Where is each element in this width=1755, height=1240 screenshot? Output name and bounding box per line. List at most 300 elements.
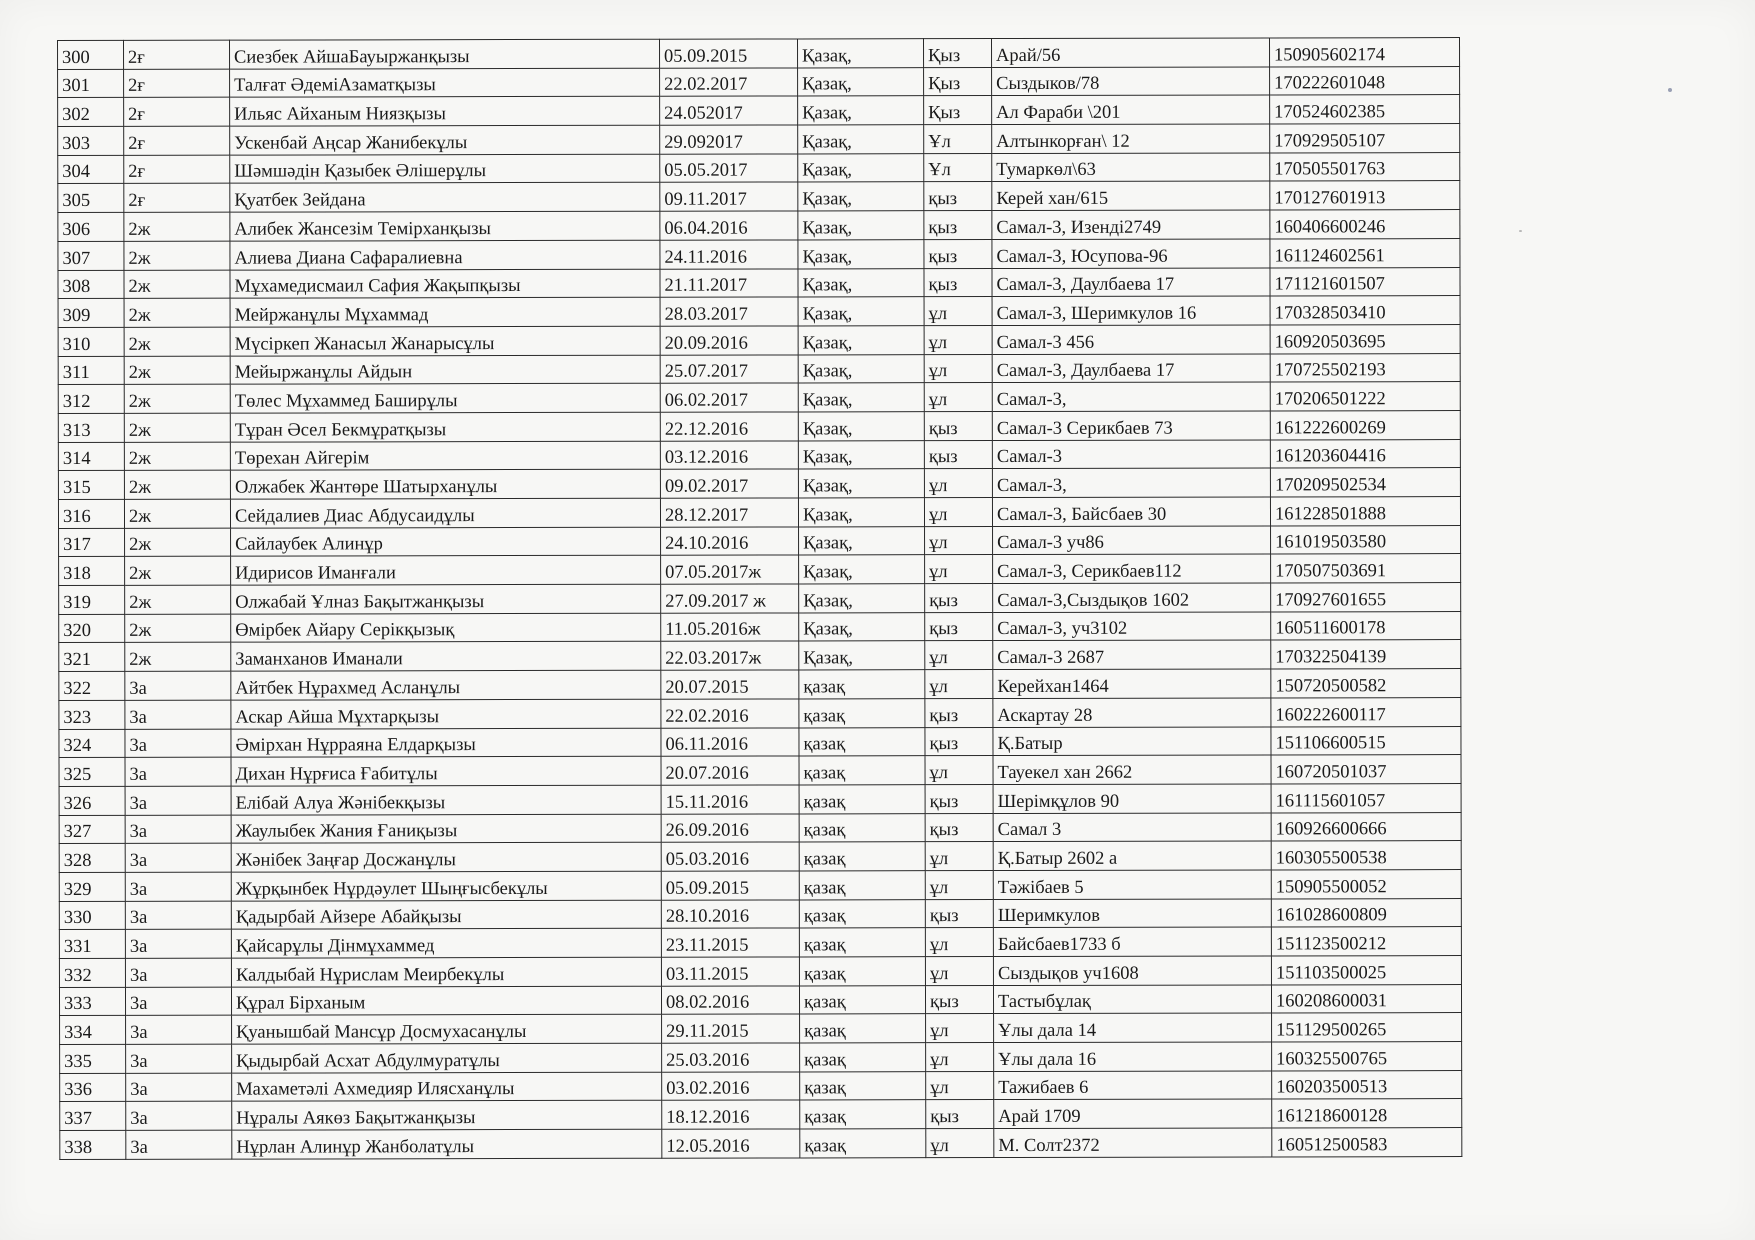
student-name-cell: Сиезбек АйшаБауыржанқызы — [230, 39, 660, 69]
nationality-cell: Қазақ, — [799, 584, 925, 613]
row-number-cell: 323 — [59, 700, 125, 729]
address-cell: Самал-3 уч86 — [993, 526, 1271, 555]
sex-cell: қыз — [925, 813, 993, 842]
address-cell: Самал-3 Серикбаев 73 — [992, 411, 1270, 440]
nationality-cell: қазақ — [799, 985, 925, 1014]
sex-cell: ұл — [926, 1014, 994, 1043]
table-row — [58, 353, 1460, 385]
sex-cell: ұл — [925, 928, 993, 957]
sex-cell: Ұл — [924, 125, 992, 154]
student-name-cell: Сайлаубек Алинұр — [231, 527, 661, 557]
student-name-cell: Елібай Алуа Жәнібекқызы — [231, 785, 661, 815]
sex-cell: қыз — [926, 1100, 994, 1129]
row-number-cell: 325 — [59, 758, 125, 787]
birth-date-cell: 21.11.2017 — [660, 268, 798, 297]
address-cell: Самал-3, уч3102 — [993, 612, 1271, 641]
student-name-cell: Сейдалиев Диас Абдусаидұлы — [230, 498, 660, 528]
class-cell: 2ғ — [124, 40, 230, 69]
sex-cell: қыз — [925, 727, 993, 756]
student-name-cell: Төрехан Айгерім — [230, 441, 660, 471]
birth-date-cell: 18.12.2016 — [662, 1100, 800, 1129]
row-number-cell: 306 — [58, 212, 124, 241]
row-number-cell: 314 — [58, 442, 124, 471]
student-name-cell: Қадырбай Айзере Абайқызы — [231, 900, 661, 930]
row-number-cell: 316 — [58, 499, 124, 528]
student-name-cell: Ускенбай Аңсар Жанибекұлы — [230, 125, 660, 155]
nationality-cell: Қазақ, — [798, 326, 924, 355]
nationality-cell: қазақ — [800, 1014, 926, 1043]
student-name-cell: Калдыбай Нұрислам Меирбекұлы — [231, 957, 661, 987]
sex-cell: Қыз — [923, 39, 991, 68]
nationality-cell: қазақ — [799, 813, 925, 842]
iin-cell: 160926600666 — [1271, 812, 1461, 841]
birth-date-cell: 15.11.2016 — [661, 785, 799, 814]
student-name-cell: Ильяс Айханым Ниязқызы — [230, 97, 660, 127]
iin-cell: 160920503695 — [1270, 324, 1460, 353]
birth-date-cell: 06.04.2016 — [660, 211, 798, 240]
table-row — [59, 984, 1461, 1016]
birth-date-cell: 27.09.2017 ж — [661, 584, 799, 613]
nationality-cell: қазақ — [799, 670, 925, 699]
nationality-cell: Қазақ, — [798, 125, 924, 154]
birth-date-cell: 07.05.2017ж — [661, 555, 799, 584]
nationality-cell: қазақ — [799, 785, 925, 814]
iin-cell: 161028600809 — [1271, 898, 1461, 927]
row-number-cell: 329 — [59, 872, 125, 901]
iin-cell: 161115601057 — [1271, 783, 1461, 812]
iin-cell: 170206501222 — [1270, 382, 1460, 411]
nationality-cell: қазақ — [799, 842, 925, 871]
sex-cell: ұл — [925, 670, 993, 699]
nationality-cell: Қазақ, — [798, 412, 924, 441]
address-cell: Самал-3, Юсупова-96 — [992, 239, 1270, 268]
table-row — [59, 583, 1461, 615]
nationality-cell: қазақ — [799, 727, 925, 756]
row-number-cell: 315 — [58, 471, 124, 500]
sex-cell: ұл — [925, 641, 993, 670]
address-cell: Шерімқұлов 90 — [993, 784, 1271, 813]
sex-cell: ұл — [925, 957, 993, 986]
address-cell: Шеримкулов — [993, 899, 1271, 928]
table-row — [58, 152, 1460, 184]
class-cell: 2ғ — [124, 155, 230, 184]
table-row — [59, 554, 1461, 586]
table-row — [59, 726, 1461, 758]
class-cell: 2ғ — [124, 98, 230, 127]
address-cell: Ұлы дала 16 — [994, 1042, 1272, 1071]
row-number-cell: 302 — [58, 98, 124, 127]
table-row — [60, 1013, 1462, 1045]
row-number-cell: 305 — [58, 184, 124, 213]
iin-cell: 160325500765 — [1272, 1042, 1462, 1071]
table-row — [59, 927, 1461, 959]
table-row — [59, 841, 1461, 873]
class-cell: 3а — [125, 901, 231, 930]
nationality-cell: қазақ — [799, 957, 925, 986]
student-name-cell: Мүсіркеп Жанасыл Жанарысұлы — [230, 326, 660, 356]
birth-date-cell: 08.02.2016 — [661, 986, 799, 1015]
birth-date-cell: 05.09.2015 — [661, 871, 799, 900]
table-row — [59, 755, 1461, 787]
birth-date-cell: 03.02.2016 — [662, 1072, 800, 1101]
sex-cell: қыз — [924, 211, 992, 240]
class-cell: 2ж — [124, 356, 230, 385]
student-name-cell: Тұран Әсел Бекмұратқызы — [230, 412, 660, 442]
birth-date-cell: 05.09.2015 — [659, 39, 797, 68]
birth-date-cell: 24.10.2016 — [661, 527, 799, 556]
row-number-cell: 310 — [58, 327, 124, 356]
address-cell: Байсбаев1733 б — [993, 927, 1271, 956]
iin-cell: 170322504139 — [1271, 640, 1461, 669]
iin-cell: 170524602385 — [1270, 95, 1460, 124]
birth-date-cell: 03.11.2015 — [661, 957, 799, 986]
iin-cell: 160208600031 — [1271, 984, 1461, 1013]
table-row — [59, 525, 1461, 557]
nationality-cell: Қазақ, — [798, 211, 924, 240]
class-cell: 3а — [126, 1073, 232, 1102]
birth-date-cell: 20.09.2016 — [660, 326, 798, 355]
iin-cell: 170929505107 — [1270, 124, 1460, 153]
birth-date-cell: 29.092017 — [660, 125, 798, 154]
row-number-cell: 326 — [59, 786, 125, 815]
birth-date-cell: 23.11.2015 — [661, 928, 799, 957]
class-cell: 2ж — [125, 585, 231, 614]
class-cell: 2ғ — [124, 69, 230, 98]
sex-cell: қыз — [925, 985, 993, 1014]
student-name-cell: Мейыржанұлы Айдын — [230, 355, 660, 385]
address-cell: Қ.Батыр 2602 а — [993, 841, 1271, 870]
iin-cell: 160720501037 — [1271, 755, 1461, 784]
birth-date-cell: 28.03.2017 — [660, 297, 798, 326]
nationality-cell: Қазақ, — [797, 39, 923, 68]
table-row — [60, 1099, 1462, 1131]
row-number-cell: 307 — [58, 241, 124, 270]
class-cell: 2ж — [125, 528, 231, 557]
nationality-cell: Қазақ, — [798, 182, 924, 211]
class-cell: 3а — [125, 815, 231, 844]
student-register-table — [57, 37, 1462, 1160]
iin-cell: 171121601507 — [1270, 267, 1460, 296]
address-cell: Самал-3, — [992, 382, 1270, 411]
class-cell: 2ж — [124, 442, 230, 471]
birth-date-cell: 29.11.2015 — [662, 1014, 800, 1043]
student-name-cell: Қыдырбай Асхат Абдулмуратұлы — [232, 1043, 662, 1073]
class-cell: 3а — [125, 987, 231, 1016]
class-cell: 2ж — [124, 212, 230, 241]
sex-cell: Ұл — [924, 153, 992, 182]
table-row — [58, 296, 1460, 328]
sex-cell: қыз — [925, 784, 993, 813]
class-cell: 2ж — [124, 384, 230, 413]
row-number-cell: 308 — [58, 270, 124, 299]
class-cell: 2ж — [124, 499, 230, 528]
iin-cell: 160203500513 — [1272, 1070, 1462, 1099]
row-number-cell: 331 — [59, 930, 125, 959]
birth-date-cell: 06.11.2016 — [661, 727, 799, 756]
iin-cell: 150905500052 — [1271, 869, 1461, 898]
nationality-cell: Қазақ, — [798, 440, 924, 469]
student-name-cell: Жәнібек Заңғар Досжанұлы — [231, 842, 661, 872]
sex-cell: ұл — [925, 526, 993, 555]
table-row — [58, 267, 1460, 299]
iin-cell: 151123500212 — [1271, 927, 1461, 956]
table-row — [58, 66, 1460, 98]
iin-cell: 170927601655 — [1271, 583, 1461, 612]
nationality-cell: Қазақ, — [798, 96, 924, 125]
address-cell: М. Солт2372 — [994, 1128, 1272, 1157]
address-cell: Тажибаев 6 — [994, 1071, 1272, 1100]
table-row — [58, 382, 1460, 414]
row-number-cell: 319 — [59, 585, 125, 614]
student-name-cell: Мұхамедисмаил Сафия Жақыпқызы — [230, 269, 660, 299]
birth-date-cell: 20.07.2016 — [661, 756, 799, 785]
table-row — [59, 869, 1461, 901]
address-cell: Арай/56 — [991, 38, 1269, 67]
row-number-cell: 338 — [60, 1130, 126, 1159]
row-number-cell: 327 — [59, 815, 125, 844]
address-cell: Тумаркөл\63 — [992, 153, 1270, 182]
class-cell: 2ж — [124, 298, 230, 327]
iin-cell: 161222600269 — [1270, 410, 1460, 439]
iin-cell: 170209502534 — [1270, 468, 1460, 497]
birth-date-cell: 25.03.2016 — [662, 1043, 800, 1072]
student-name-cell: Талғат ӘдеміАзаматқызы — [230, 68, 660, 98]
sex-cell: қыз — [925, 612, 993, 641]
sex-cell: қыз — [924, 182, 992, 211]
address-cell: Алтынкорған\ 12 — [992, 124, 1270, 153]
row-number-cell: 330 — [59, 901, 125, 930]
student-name-cell: Заманханов Иманали — [231, 642, 661, 672]
class-cell: 2ж — [125, 643, 231, 672]
sex-cell: ұл — [924, 498, 992, 527]
sex-cell: ұл — [926, 1129, 994, 1158]
address-cell: Аскартау 28 — [993, 698, 1271, 727]
table-row — [58, 497, 1460, 529]
scan-speck — [1668, 88, 1672, 92]
class-cell: 2ж — [124, 270, 230, 299]
address-cell: Арай 1709 — [994, 1099, 1272, 1128]
sex-cell: қыз — [925, 899, 993, 928]
address-cell: Самал-3 456 — [992, 325, 1270, 354]
table-row — [58, 439, 1460, 471]
row-number-cell: 332 — [59, 958, 125, 987]
iin-cell: 160512500583 — [1272, 1128, 1462, 1157]
iin-cell: 151129500265 — [1272, 1013, 1462, 1042]
student-name-cell: Алибек Жансезім Темірханқызы — [230, 211, 660, 241]
table-row — [60, 1042, 1462, 1074]
student-name-cell: Махаметәлі Ахмедияр Илясханұлы — [232, 1072, 662, 1102]
nationality-cell: қазақ — [799, 928, 925, 957]
table-row — [59, 812, 1461, 844]
table-row — [58, 38, 1460, 70]
address-cell: Қ.Батыр — [993, 726, 1271, 755]
table-row — [58, 210, 1460, 242]
row-number-cell: 336 — [60, 1073, 126, 1102]
class-cell: 3а — [126, 1102, 232, 1131]
sex-cell: Қыз — [924, 96, 992, 125]
table-row — [59, 611, 1461, 643]
student-name-cell: Мейржанұлы Мұхаммад — [230, 297, 660, 327]
row-number-cell: 337 — [60, 1102, 126, 1131]
student-name-cell: Жұрқынбек Нұрдәулет Шыңғысбекұлы — [231, 871, 661, 901]
birth-date-cell: 26.09.2016 — [661, 814, 799, 843]
student-name-cell: Өмірбек Айару Серікқызық — [231, 613, 661, 643]
address-cell: Керей хан/615 — [992, 181, 1270, 210]
table-row — [58, 95, 1460, 127]
student-name-cell: Қуанышбай Мансұр Досмухасанұлы — [232, 1015, 662, 1045]
class-cell: 3а — [125, 786, 231, 815]
table-row — [59, 640, 1461, 672]
sex-cell: қыз — [925, 584, 993, 613]
birth-date-cell: 09.02.2017 — [660, 469, 798, 498]
nationality-cell: Қазақ, — [798, 297, 924, 326]
iin-cell: 161218600128 — [1272, 1099, 1462, 1128]
class-cell: 2ж — [125, 614, 231, 643]
birth-date-cell: 11.05.2016ж — [661, 613, 799, 642]
iin-cell: 160305500538 — [1271, 841, 1461, 870]
class-cell: 2ғ — [124, 184, 230, 213]
row-number-cell: 328 — [59, 844, 125, 873]
iin-cell: 170127601913 — [1270, 181, 1460, 210]
address-cell: Самал-3, Шеримкулов 16 — [992, 296, 1270, 325]
table-row — [58, 410, 1460, 442]
row-number-cell: 324 — [59, 729, 125, 758]
sex-cell: қыз — [924, 239, 992, 268]
sex-cell: ұл — [924, 325, 992, 354]
row-number-cell: 304 — [58, 155, 124, 184]
iin-cell: 151103500025 — [1271, 956, 1461, 985]
student-name-cell: Дихан Нұрғиса Ғабитұлы — [231, 756, 661, 786]
row-number-cell: 300 — [58, 40, 124, 69]
birth-date-cell: 05.05.2017 — [660, 154, 798, 183]
student-name-cell: Идирисов Иманғали — [231, 556, 661, 586]
nationality-cell: Қазақ, — [798, 498, 924, 527]
row-number-cell: 313 — [58, 413, 124, 442]
class-cell: 2ж — [124, 327, 230, 356]
sex-cell: ұл — [925, 870, 993, 899]
address-cell: Самал-3, Серикбаев112 — [993, 554, 1271, 583]
birth-date-cell: 22.12.2016 — [660, 412, 798, 441]
nationality-cell: қазақ — [800, 1100, 926, 1129]
iin-cell: 170725502193 — [1270, 353, 1460, 382]
address-cell: Сыздықов уч1608 — [993, 956, 1271, 985]
birth-date-cell: 12.05.2016 — [662, 1129, 800, 1158]
nationality-cell: қазақ — [799, 698, 925, 727]
address-cell: Ұлы дала 14 — [994, 1013, 1272, 1042]
table-row — [59, 697, 1461, 729]
nationality-cell: Қазақ, — [799, 641, 925, 670]
class-cell: 3а — [125, 671, 231, 700]
sex-cell: ұл — [925, 555, 993, 584]
class-cell: 2ж — [124, 470, 230, 499]
student-name-cell: Төлес Мұхаммед Баширұлы — [230, 383, 660, 413]
iin-cell: 151106600515 — [1271, 726, 1461, 755]
sex-cell: ұл — [924, 383, 992, 412]
address-cell: Ал Фараби \201 — [992, 95, 1270, 124]
class-cell: 2ғ — [124, 126, 230, 155]
student-name-cell: Нұралы Аякөз Бақытжанқызы — [232, 1101, 662, 1131]
nationality-cell: қазақ — [799, 871, 925, 900]
iin-cell: 161124602561 — [1270, 238, 1460, 267]
row-number-cell: 335 — [60, 1044, 126, 1073]
birth-date-cell: 24.11.2016 — [660, 240, 798, 269]
table-row — [59, 669, 1461, 701]
sex-cell: қыз — [924, 411, 992, 440]
table-row — [58, 181, 1460, 213]
sex-cell: ұл — [924, 354, 992, 383]
class-cell: 2ж — [125, 557, 231, 586]
class-cell: 3а — [125, 929, 231, 958]
address-cell: Самал 3 — [993, 813, 1271, 842]
nationality-cell: Қазақ, — [799, 555, 925, 584]
sex-cell: ұл — [925, 756, 993, 785]
birth-date-cell: 03.12.2016 — [660, 441, 798, 470]
iin-cell: 150720500582 — [1271, 669, 1461, 698]
iin-cell: 170222601048 — [1270, 66, 1460, 95]
row-number-cell: 301 — [58, 69, 124, 98]
nationality-cell: Қазақ, — [798, 383, 924, 412]
nationality-cell: Қазақ, — [798, 469, 924, 498]
table-row — [60, 1070, 1462, 1102]
birth-date-cell: 25.07.2017 — [660, 355, 798, 384]
register-body — [58, 38, 1462, 1160]
row-number-cell: 333 — [59, 987, 125, 1016]
iin-cell: 161228501888 — [1270, 497, 1460, 526]
address-cell: Самал-3, — [992, 468, 1270, 497]
student-name-cell: Әмірхан Нұрраяна Елдарқызы — [231, 728, 661, 758]
iin-cell: 161203604416 — [1270, 439, 1460, 468]
address-cell: Самал-3 — [992, 440, 1270, 469]
birth-date-cell: 28.10.2016 — [661, 900, 799, 929]
sex-cell: ұл — [925, 842, 993, 871]
iin-cell: 160511600178 — [1271, 611, 1461, 640]
sex-cell: қыз — [924, 268, 992, 297]
address-cell: Тастыбұлақ — [993, 985, 1271, 1014]
sex-cell: қыз — [925, 698, 993, 727]
class-cell: 3а — [125, 843, 231, 872]
student-name-cell: Олжабай Ұлназ Бақытжанқызы — [231, 584, 661, 614]
address-cell: Самал-3,Сыздықов 1602 — [993, 583, 1271, 612]
row-number-cell: 309 — [58, 299, 124, 328]
row-number-cell: 318 — [59, 557, 125, 586]
sex-cell: ұл — [926, 1071, 994, 1100]
birth-date-cell: 24.052017 — [660, 96, 798, 125]
class-cell: 2ж — [124, 241, 230, 270]
student-name-cell: Алиева Диана Сафаралиевна — [230, 240, 660, 270]
iin-cell: 170507503691 — [1271, 554, 1461, 583]
student-name-cell: Нұрлан Алинұр Жанболатұлы — [232, 1129, 662, 1159]
class-cell: 3а — [125, 872, 231, 901]
iin-cell: 160222600117 — [1271, 697, 1461, 726]
class-cell: 3а — [125, 700, 231, 729]
student-name-cell: Аскар Айша Мұхтарқызы — [231, 699, 661, 729]
row-number-cell: 303 — [58, 126, 124, 155]
table-row — [59, 956, 1461, 988]
student-name-cell: Қуатбек Зейдана — [230, 183, 660, 213]
nationality-cell: Қазақ, — [799, 526, 925, 555]
sex-cell: Қыз — [924, 67, 992, 96]
table-row — [59, 898, 1461, 930]
address-cell: Самал-3 2687 — [993, 640, 1271, 669]
nationality-cell: қазақ — [800, 1129, 926, 1158]
nationality-cell: Қазақ, — [798, 239, 924, 268]
address-cell: Самал-3, Даулбаева 17 — [992, 267, 1270, 296]
birth-date-cell: 22.02.2016 — [661, 699, 799, 728]
student-name-cell: Шәмшәдін Қазыбек Әлішерұлы — [230, 154, 660, 184]
nationality-cell: қазақ — [799, 756, 925, 785]
birth-date-cell: 22.02.2017 — [660, 68, 798, 97]
row-number-cell: 322 — [59, 671, 125, 700]
